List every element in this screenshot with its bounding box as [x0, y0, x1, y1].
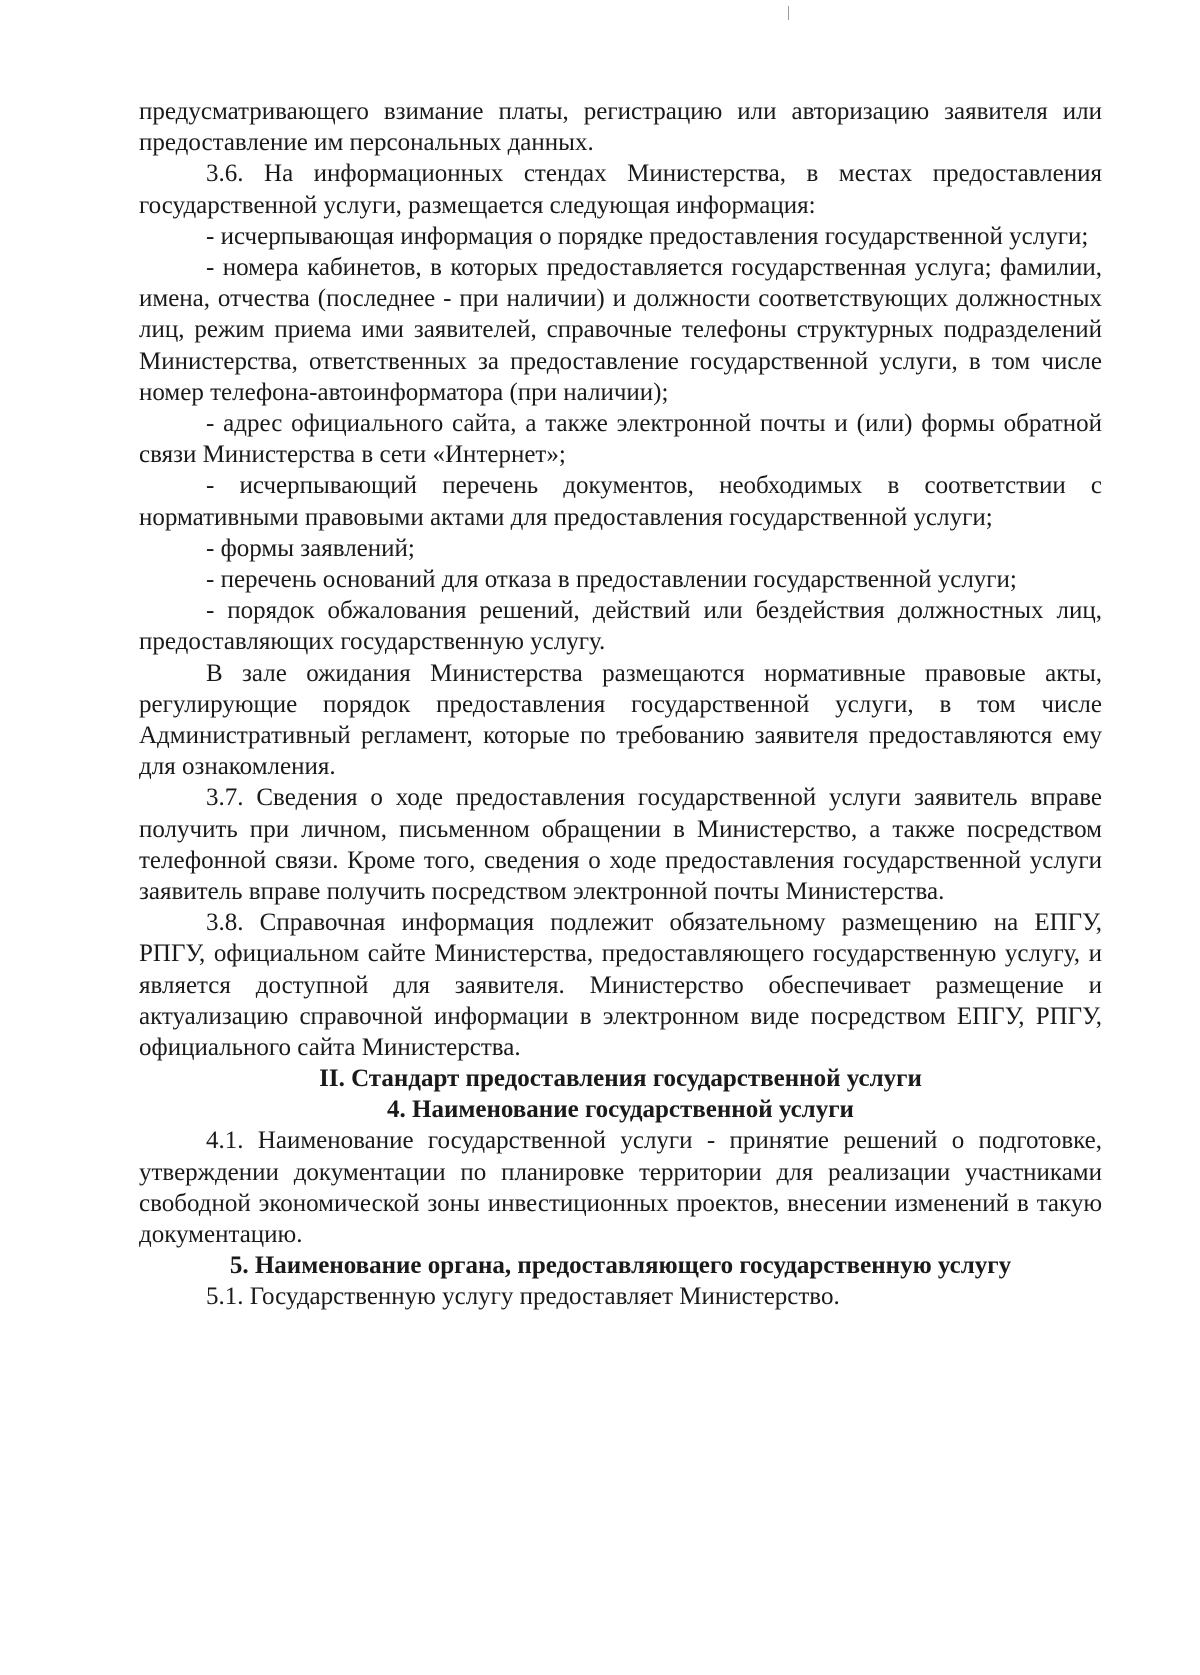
list-item-documents-list: - исчерпывающий перечень документов, необходимых в соответствии с нормативными правовыми актами для предоставления государственной услуги; [139, 472, 1102, 531]
list-item-procedure-info: - исчерпывающая информация о порядке предоставления государственной услуги; [206, 222, 1089, 250]
paragraph-3-7: 3.7. Сведения о ходе предоставления государственной услуги заявитель вправе получить при личном, письменном обращении в Министерство, а также посредством телефонной связи. Кроме того, сведения о ходе предоставления государственной услуги заявитель вправе получить посредством электронной почты Министерства. [139, 784, 1102, 906]
list-item-refusal-grounds: - перечень оснований для отказа в предоставлении государственной услуги; [206, 566, 1017, 594]
section-heading-2: II. Стандарт предоставления государственной услуги [319, 1065, 922, 1093]
paragraph-3-8: 3.8. Справочная информация подлежит обязательному размещению на ЕПГУ, РПГУ, официальном сайте Министерства, предоставляющего государственную услугу, и является доступной для заявителя. Министерство обеспечивает размещение и актуализацию справочной информации в электронном виде посредством ЕПГУ, РПГУ, официального сайта Министерства. [139, 909, 1102, 1062]
paragraph-5-1: 5.1. Государственную услугу предоставляет Министерство. [206, 1283, 840, 1311]
scan-mark [788, 6, 789, 20]
section-heading-5: 5. Наименование органа, предоставляющего государственную услугу [229, 1252, 1012, 1280]
list-item-appeal-procedure: - порядок обжалования решений, действий или бездействия должностных лиц, предоставляющих государственную услугу. [139, 597, 1102, 656]
list-item-office-numbers: - номера кабинетов, в которых предоставляется государственная услуга; фамилии, имена, отчества (последнее - при наличии) и должности соответствующих должностных лиц, режим приема ими заявителей, справочные телефоны структурных подразделений Министерства, ответственных за предоставление государственной услуги, в том числе номер телефона-автоинформатора (при наличии); [139, 254, 1102, 406]
document-page [139, 96, 1102, 1312]
list-item-website-address: - адрес официального сайта, а также электронной почты и (или) формы обратной связи Министерства в сети «Интернет»; [139, 410, 1102, 469]
paragraph-3-6: 3.6. На информационных стендах Министерства, в местах предоставления государственной услуги, размещается следующая информация: [139, 160, 1102, 219]
paragraph-4-1: 4.1. Наименование государственной услуги - принятие решений о подготовке, утверждении документации по планировке территории для реализации участниками свободной экономической зоны инвестиционных проектов, внесении изменений в такую документацию. [139, 1127, 1102, 1248]
list-item-application-forms: - формы заявлений; [206, 534, 415, 562]
paragraph-waiting-hall: В зале ожидания Министерства размещаются нормативные правовые акты, регулирующие порядок предоставления государственной услуги, в том числе Административный регламент, которые по требованию заявителя предоставляются ему для ознакомления. [139, 659, 1102, 781]
paragraph-continuation: предусматривающего взимание платы, регистрацию или авторизацию заявителя или предоставление им персональных данных. [139, 98, 1102, 157]
section-heading-4: 4. Наименование государственной услуги [387, 1096, 854, 1124]
